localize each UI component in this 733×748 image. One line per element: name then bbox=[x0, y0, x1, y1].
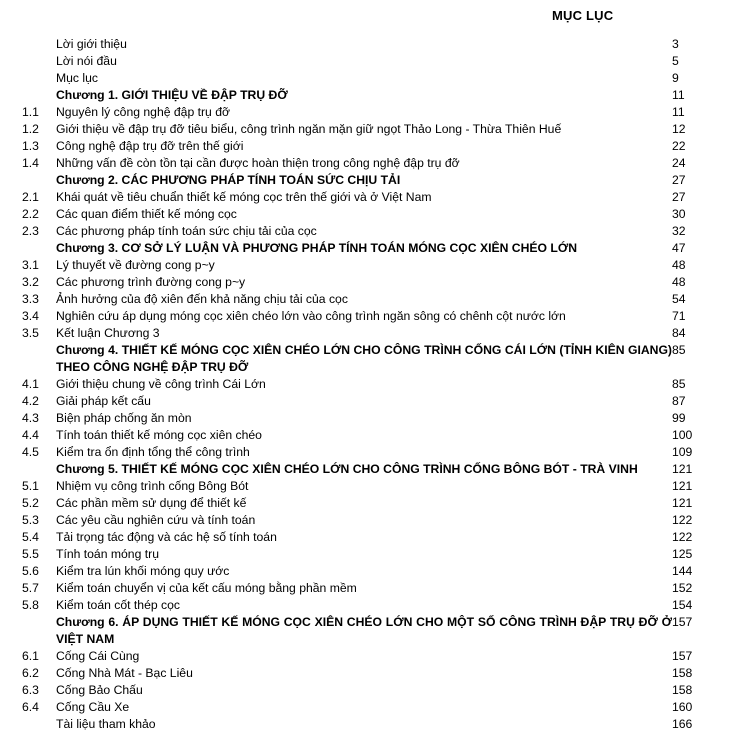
toc-chapter-title: Chương 6. ÁP DỤNG THIẾT KẾ MÓNG CỌC XIÊN CHÉO LỚN CHO MỘT SỐ CÔNG TRÌNH ĐẬP TRỤ ĐỠ Ở VIỆT NAM bbox=[56, 615, 672, 646]
toc-page-number: 85 bbox=[672, 377, 686, 391]
toc-page-number: 121 bbox=[672, 496, 693, 510]
toc-page-number: 125 bbox=[672, 547, 693, 561]
toc-row bbox=[0, 597, 733, 614]
toc-row bbox=[0, 155, 733, 172]
toc-entry-number: 5.5 bbox=[22, 547, 39, 561]
toc-entry-number: 4.5 bbox=[22, 445, 39, 459]
toc-entry-title: Kiểm toán chuyển vị của kết cấu móng bằng phần mềm bbox=[56, 581, 357, 595]
toc-row bbox=[0, 427, 733, 444]
toc-row bbox=[0, 495, 733, 512]
toc-row bbox=[0, 104, 733, 121]
toc-row bbox=[0, 376, 733, 393]
toc-entry-title: Ảnh hưởng của độ xiên đến khả năng chịu tải của cọc bbox=[56, 292, 348, 306]
toc-entry-number: 6.3 bbox=[22, 683, 39, 697]
toc-entry-title: Biện pháp chống ăn mòn bbox=[56, 411, 192, 425]
toc-entry-title: Cống Cái Cùng bbox=[56, 649, 140, 663]
toc-row bbox=[0, 223, 733, 240]
toc-entry-number: 3.5 bbox=[22, 326, 39, 340]
toc-row bbox=[0, 53, 733, 70]
toc-entry-number: 5.8 bbox=[22, 598, 39, 612]
toc-entry-title: Các yêu cầu nghiên cứu và tính toán bbox=[56, 513, 256, 527]
toc-page-number: 3 bbox=[672, 37, 679, 51]
toc-entry-title: Các phương pháp tính toán sức chịu tải của cọc bbox=[56, 224, 317, 238]
toc-entry-title: Công nghệ đập trụ đỡ trên thế giới bbox=[56, 139, 244, 153]
toc-entry-title: Giới thiệu về đập trụ đỡ tiêu biểu, công trình ngăn mặn giữ ngọt Thảo Long - Thừa Thiên Huế bbox=[56, 122, 562, 136]
toc-row bbox=[0, 308, 733, 325]
toc-row bbox=[0, 121, 733, 138]
toc-entry-number: 1.2 bbox=[22, 122, 39, 136]
toc-page-number: 152 bbox=[672, 581, 693, 595]
toc-chapter-title: Chương 2. CÁC PHƯƠNG PHÁP TÍNH TOÁN SỨC CHỊU TẢI bbox=[56, 173, 401, 187]
toc-entry-title: Các phương trình đường cong p~y bbox=[56, 275, 246, 289]
toc-chapter-row bbox=[0, 461, 733, 478]
toc-page-number: 27 bbox=[672, 190, 686, 204]
toc-page-number: 11 bbox=[672, 105, 685, 119]
toc-page-number: 27 bbox=[672, 173, 686, 187]
toc-page-number: 84 bbox=[672, 326, 686, 340]
toc-chapter-row bbox=[0, 172, 733, 189]
toc-row bbox=[0, 580, 733, 597]
toc-entry-title: Khái quát về tiêu chuẩn thiết kế móng cọc trên thế giới và ở Việt Nam bbox=[56, 190, 432, 204]
toc-entry-title: Tải trọng tác động và các hệ số tính toán bbox=[56, 530, 277, 544]
table-of-contents bbox=[0, 36, 733, 733]
toc-page-number: 121 bbox=[672, 479, 693, 493]
toc-page-number: 47 bbox=[672, 241, 686, 255]
toc-entry-title: Cống Nhà Mát - Bạc Liêu bbox=[56, 666, 193, 680]
toc-entry-number: 6.2 bbox=[22, 666, 39, 680]
toc-row bbox=[0, 206, 733, 223]
toc-page-number: 48 bbox=[672, 258, 686, 272]
toc-page-number: 166 bbox=[672, 717, 693, 731]
toc-page-number: 11 bbox=[672, 88, 685, 102]
toc-row bbox=[0, 138, 733, 155]
toc-row bbox=[0, 36, 733, 53]
toc-chapter-row bbox=[0, 240, 733, 257]
toc-page-number: 30 bbox=[672, 207, 686, 221]
toc-entry-number: 6.4 bbox=[22, 700, 39, 714]
toc-page-number: 154 bbox=[672, 598, 693, 612]
toc-entry-title: Các phần mềm sử dụng để thiết kế bbox=[56, 496, 247, 510]
toc-row bbox=[0, 325, 733, 342]
toc-entry-number: 5.2 bbox=[22, 496, 39, 510]
toc-page-number: 9 bbox=[672, 71, 679, 85]
toc-page-number: 122 bbox=[672, 513, 693, 527]
toc-row bbox=[0, 699, 733, 716]
toc-entry-number: 4.2 bbox=[22, 394, 39, 408]
toc-row bbox=[0, 512, 733, 529]
toc-row bbox=[0, 529, 733, 546]
toc-entry-number: 5.6 bbox=[22, 564, 39, 578]
toc-entry-title: Kiểm toán cốt thép cọc bbox=[56, 598, 180, 612]
toc-row bbox=[0, 274, 733, 291]
toc-row bbox=[0, 257, 733, 274]
toc-page-number: 12 bbox=[672, 122, 686, 136]
toc-page-number: 48 bbox=[672, 275, 686, 289]
toc-page-number: 157 bbox=[672, 649, 693, 663]
toc-row bbox=[0, 546, 733, 563]
toc-chapter-row bbox=[0, 614, 733, 648]
toc-entry-number: 5.1 bbox=[22, 479, 39, 493]
toc-chapter-row bbox=[0, 87, 733, 104]
toc-chapter-title: Chương 5. THIẾT KẾ MÓNG CỌC XIÊN CHÉO LỚN CHO CÔNG TRÌNH CỐNG BÔNG BÓT - TRÀ VINH bbox=[56, 462, 638, 476]
toc-entry-number: 5.7 bbox=[22, 581, 39, 595]
toc-row bbox=[0, 291, 733, 308]
toc-entry-title: Tính toán móng trụ bbox=[56, 547, 159, 561]
toc-row bbox=[0, 665, 733, 682]
toc-entry-number: 4.4 bbox=[22, 428, 39, 442]
toc-entry-number: 1.4 bbox=[22, 156, 39, 170]
toc-entry-title: Nghiên cứu áp dụng móng cọc xiên chéo lớn vào công trình ngăn sông có chênh cột nước lớn bbox=[56, 309, 566, 323]
toc-entry-number: 2.2 bbox=[22, 207, 39, 221]
toc-entry-title: Kiểm tra lún khối móng quy ước bbox=[56, 564, 230, 578]
toc-row bbox=[0, 563, 733, 580]
toc-entry-number: 3.4 bbox=[22, 309, 39, 323]
toc-page-number: 121 bbox=[672, 462, 693, 476]
toc-page-number: 22 bbox=[672, 139, 686, 153]
toc-chapter-title: Chương 1. GIỚI THIỆU VỀ ĐẬP TRỤ ĐỠ bbox=[56, 88, 288, 102]
toc-entry-title: Nhiệm vụ công trình cống Bông Bót bbox=[56, 479, 249, 493]
toc-entry-number: 1.1 bbox=[22, 105, 39, 119]
toc-entry-number: 6.1 bbox=[22, 649, 39, 663]
toc-row bbox=[0, 410, 733, 427]
toc-page-number: 54 bbox=[672, 292, 686, 306]
toc-page-number: 160 bbox=[672, 700, 693, 714]
toc-entry-title: Lý thuyết về đường cong p~y bbox=[56, 258, 215, 272]
toc-entry-number: 2.3 bbox=[22, 224, 39, 238]
toc-entry-title: Những vấn đề còn tồn tại cần được hoàn thiện trong công nghệ đập trụ đỡ bbox=[56, 156, 460, 170]
toc-entry-title: Các quan điểm thiết kế móng cọc bbox=[56, 207, 237, 221]
toc-entry-number: 4.1 bbox=[22, 377, 39, 391]
toc-entry-title: Cống Cầu Xe bbox=[56, 700, 130, 714]
toc-entry-number: 5.4 bbox=[22, 530, 39, 544]
toc-entry-title: Tài liệu tham khảo bbox=[56, 717, 156, 731]
toc-page-number: 24 bbox=[672, 156, 686, 170]
toc-row bbox=[0, 444, 733, 461]
toc-page-number: 122 bbox=[672, 530, 693, 544]
toc-page-number: 32 bbox=[672, 224, 686, 238]
toc-page-number: 71 bbox=[672, 309, 686, 323]
toc-chapter-row bbox=[0, 342, 733, 376]
toc-page-number: 157 bbox=[672, 615, 693, 629]
toc-entry-title: Kết luận Chương 3 bbox=[56, 326, 160, 340]
toc-entry-number: 3.2 bbox=[22, 275, 39, 289]
toc-chapter-title: Chương 4. THIẾT KẾ MÓNG CỌC XIÊN CHÉO LỚN CHO CÔNG TRÌNH CỐNG CÁI LỚN (TỈNH KIÊN GIANG) THEO CÔNG NGHỆ ĐẬP TRỤ ĐỠ bbox=[56, 343, 672, 374]
toc-entry-title: Tính toán thiết kế móng cọc xiên chéo bbox=[56, 428, 262, 442]
toc-row bbox=[0, 393, 733, 410]
toc-row bbox=[0, 716, 733, 733]
toc-entry-number: 2.1 bbox=[22, 190, 39, 204]
toc-entry-number: 4.3 bbox=[22, 411, 39, 425]
toc-entry-title: Giải pháp kết cấu bbox=[56, 394, 151, 408]
toc-page-number: 99 bbox=[672, 411, 686, 425]
toc-entry-number: 1.3 bbox=[22, 139, 39, 153]
toc-entry-title: Nguyên lý công nghệ đập trụ đỡ bbox=[56, 105, 230, 119]
toc-page-number: 158 bbox=[672, 666, 693, 680]
toc-page-number: 100 bbox=[672, 428, 693, 442]
toc-page-number: 158 bbox=[672, 683, 693, 697]
toc-page-number: 5 bbox=[672, 54, 679, 68]
toc-row bbox=[0, 648, 733, 665]
toc-row bbox=[0, 189, 733, 206]
toc-row bbox=[0, 70, 733, 87]
toc-entry-title: Mục lục bbox=[56, 71, 98, 85]
toc-entry-title: Cống Bảo Chấu bbox=[56, 683, 143, 697]
toc-entry-number: 5.3 bbox=[22, 513, 39, 527]
toc-row bbox=[0, 478, 733, 495]
page-title: MỤC LỤC bbox=[552, 8, 614, 23]
toc-entry-number: 3.3 bbox=[22, 292, 39, 306]
toc-entry-title: Kiểm tra ổn định tổng thể công trình bbox=[56, 445, 250, 459]
toc-page-number: 87 bbox=[672, 394, 686, 408]
toc-entry-title: Giới thiệu chung về công trình Cái Lớn bbox=[56, 377, 266, 391]
toc-entry-title: Lời nói đầu bbox=[56, 54, 117, 68]
toc-entry-title: Lời giới thiệu bbox=[56, 37, 127, 51]
toc-chapter-title: Chương 3. CƠ SỞ LÝ LUẬN VÀ PHƯƠNG PHÁP TÍNH TOÁN MÓNG CỌC XIÊN CHÉO LỚN bbox=[56, 241, 578, 255]
toc-page-number: 109 bbox=[672, 445, 693, 459]
toc-row bbox=[0, 682, 733, 699]
toc-page-number: 85 bbox=[672, 343, 686, 357]
toc-entry-number: 3.1 bbox=[22, 258, 39, 272]
toc-page-number: 144 bbox=[672, 564, 693, 578]
